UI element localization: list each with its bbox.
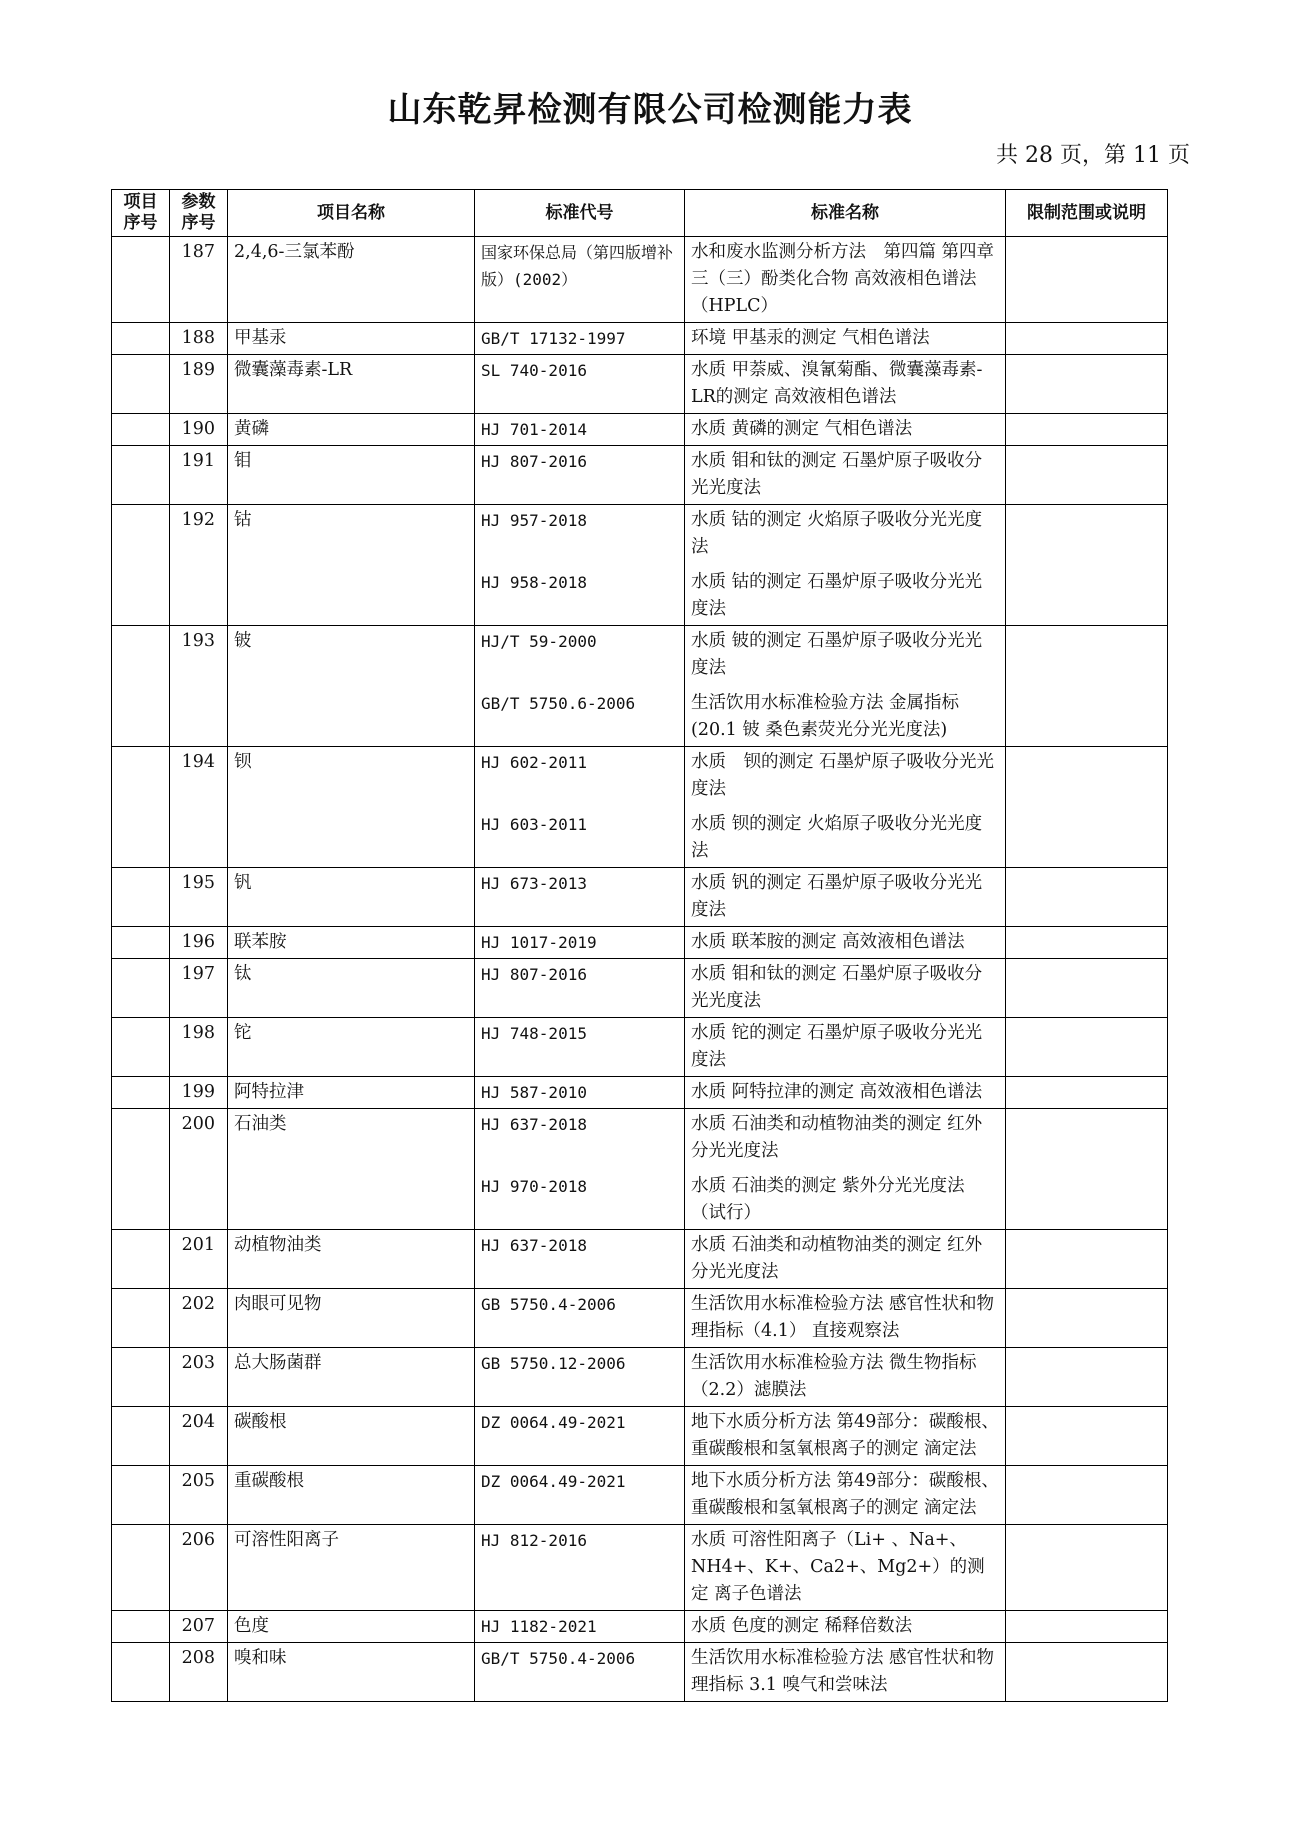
standard-name-text: 水质 铊的测定 石墨炉原子吸收分光光度法 [691,1023,983,1070]
standard-code-text: HJ 637-2018 [481,1115,587,1134]
item-name-cell: 铍 [228,626,475,747]
standard-name-cell [685,355,1006,414]
param-no-cell: 187 [170,237,228,323]
item-no-cell [112,1289,170,1348]
standard-name-text: 水质 黄磷的测定 气相色谱法 [691,419,913,439]
standard-name-text: 水和废水监测分析方法 第四篇 第四章 三（三）酚类化合物 高效液相色谱法（HPLC） [691,242,995,316]
standard-code-text: DZ 0064.49-2021 [481,1413,626,1432]
item-name-cell: 微囊藻毒素-LR [228,355,475,414]
param-no-cell: 198 [170,1018,228,1077]
limit-cell [1006,747,1168,868]
item-no-cell [112,1077,170,1109]
item-name-cell: 2,4,6-三氯苯酚 [228,237,475,323]
standard-name-text: 水质 钴的测定 石墨炉原子吸收分光光度法 [691,572,983,619]
table-row [112,1289,1168,1348]
param-no-cell: 201 [170,1230,228,1289]
standard-name-text: 水质 钡的测定 石墨炉原子吸收分光光度法 [691,752,995,799]
standard-code-cell [475,959,685,1018]
standard-code-text: GB 5750.4-2006 [481,1295,616,1314]
standard-code-text: GB/T 5750.4-2006 [481,1649,636,1668]
document-title: 山东乾昇检测有限公司检测能力表 [387,90,913,130]
table-row [112,1525,1168,1611]
item-name-cell: 联苯胺 [228,927,475,959]
param-no-cell: 199 [170,1077,228,1109]
standard-code-text: HJ 637-2018 [481,1236,587,1255]
table-row [112,959,1168,1018]
param-no-cell: 193 [170,626,228,747]
standard-name-cell [685,747,1006,868]
table-row [112,868,1168,927]
standard-name-text: 地下水质分析方法 第49部分：碳酸根、重碳酸根和氢氧根离子的测定 滴定法 [691,1412,999,1459]
param-no-cell: 196 [170,927,228,959]
standard-code-cell [475,1525,685,1611]
standard-name-cell [685,868,1006,927]
standard-code-cell [475,1077,685,1109]
item-name-cell: 钴 [228,505,475,626]
param-no-cell: 208 [170,1643,228,1702]
param-no-cell: 203 [170,1348,228,1407]
standard-code-cell [475,868,685,927]
item-name-cell: 铊 [228,1018,475,1077]
table-header-row [112,190,1168,237]
standard-code-text: HJ 957-2018 [481,511,587,530]
table-row [112,355,1168,414]
limit-cell [1006,927,1168,959]
limit-cell [1006,626,1168,747]
table-row [112,626,1168,747]
item-no-cell [112,747,170,868]
limit-cell [1006,959,1168,1018]
standard-name-cell [685,414,1006,446]
standard-name-text: 水质 可溶性阳离子（Li+ 、Na+、NH4+、K+、Ca2+、Mg2+）的测定 离子色谱法 [691,1530,985,1604]
standard-name-cell [685,237,1006,323]
standard-code-cell [475,927,685,959]
limit-cell [1006,1611,1168,1643]
limit-cell [1006,1407,1168,1466]
table-row [112,927,1168,959]
param-no-cell: 197 [170,959,228,1018]
item-no-cell [112,355,170,414]
param-no-cell: 192 [170,505,228,626]
standard-code-text: HJ 1017-2019 [481,933,597,952]
standard-name-cell [685,1525,1006,1611]
limit-cell [1006,1018,1168,1077]
item-no-cell [112,1407,170,1466]
item-name-cell: 重碳酸根 [228,1466,475,1525]
standard-name-cell [685,505,1006,626]
item-name-cell: 甲基汞 [228,323,475,355]
standard-name-text: 水质 石油类和动植物油类的测定 红外分光光度法 [691,1114,983,1161]
table-row [112,1077,1168,1109]
limit-cell [1006,237,1168,323]
limit-cell [1006,355,1168,414]
standard-code-text: GB 5750.12-2006 [481,1354,626,1373]
standard-code-cell [475,355,685,414]
header-limit: 限制范围或说明 [1006,190,1168,237]
standard-code-cell [475,323,685,355]
standard-name-cell [685,927,1006,959]
param-no-cell: 200 [170,1109,228,1230]
limit-cell [1006,1289,1168,1348]
limit-cell [1006,1348,1168,1407]
standard-code-cell [475,1466,685,1525]
table-row [112,1018,1168,1077]
item-no-cell [112,505,170,626]
standard-name-text: 环境 甲基汞的测定 气相色谱法 [691,328,930,348]
item-no-cell [112,959,170,1018]
param-no-cell: 191 [170,446,228,505]
standard-code-text: HJ/T 59-2000 [481,632,597,651]
standard-name-text: 地下水质分析方法 第49部分：碳酸根、重碳酸根和氢氧根离子的测定 滴定法 [691,1471,999,1518]
standard-code-text: HJ 748-2015 [481,1024,587,1043]
item-name-cell: 钛 [228,959,475,1018]
table-row [112,1643,1168,1702]
limit-cell [1006,1230,1168,1289]
item-name-cell: 可溶性阳离子 [228,1525,475,1611]
standard-name-text: 水质 石油类的测定 紫外分光光度法（试行） [691,1176,965,1223]
capability-table [111,189,1168,1702]
param-no-cell: 204 [170,1407,228,1466]
standard-code-cell [475,414,685,446]
standard-name-cell [685,1611,1006,1643]
item-name-cell: 钒 [228,868,475,927]
standard-code-cell [475,1109,685,1230]
standard-code-cell [475,1611,685,1643]
standard-name-text: 水质 钡的测定 火焰原子吸收分光光度法 [691,814,983,861]
param-no-cell: 195 [170,868,228,927]
standard-code-text: SL 740-2016 [481,361,587,380]
item-no-cell [112,868,170,927]
item-no-cell [112,626,170,747]
item-no-cell [112,1018,170,1077]
item-no-cell [112,1611,170,1643]
standard-name-text: 生活饮用水标准检验方法 感官性状和物理指标 3.1 嗅气和尝味法 [691,1648,995,1695]
item-name-cell: 嗅和味 [228,1643,475,1702]
item-name-cell: 碳酸根 [228,1407,475,1466]
item-name-cell: 钼 [228,446,475,505]
param-no-cell: 194 [170,747,228,868]
standard-name-cell [685,959,1006,1018]
item-no-cell [112,323,170,355]
param-no-cell: 188 [170,323,228,355]
header-standard-name: 标准名称 [685,190,1006,237]
param-no-cell: 205 [170,1466,228,1525]
standard-name-cell [685,1018,1006,1077]
standard-code-text: HJ 1182-2021 [481,1617,597,1636]
standard-code-cell [475,446,685,505]
item-name-cell: 阿特拉津 [228,1077,475,1109]
header-item-no: 项目 序号 [112,190,170,237]
item-name-cell: 总大肠菌群 [228,1348,475,1407]
standard-name-text: 水质 阿特拉津的测定 高效液相色谱法 [691,1082,983,1102]
limit-cell [1006,505,1168,626]
item-name-cell: 肉眼可见物 [228,1289,475,1348]
standard-code-cell [475,626,685,747]
limit-cell [1006,1643,1168,1702]
item-name-cell: 钡 [228,747,475,868]
table-row [112,1230,1168,1289]
table-row [112,1348,1168,1407]
item-no-cell [112,414,170,446]
item-no-cell [112,1348,170,1407]
standard-code-text: HJ 603-2011 [481,815,587,834]
item-name-cell: 石油类 [228,1109,475,1230]
standard-code-text: HJ 602-2011 [481,753,587,772]
page-indicator [996,138,1190,169]
limit-cell [1006,446,1168,505]
standard-name-text: 水质 石油类和动植物油类的测定 红外分光光度法 [691,1235,983,1282]
limit-cell [1006,1525,1168,1611]
standard-code-cell [475,747,685,868]
table-row [112,237,1168,323]
standard-name-text: 水质 钼和钛的测定 石墨炉原子吸收分光光度法 [691,451,983,498]
standard-name-cell [685,1289,1006,1348]
table-row [112,446,1168,505]
header-param-no: 参数 序号 [170,190,228,237]
standard-code-text: HJ 970-2018 [481,1177,587,1196]
standard-code-text: HJ 812-2016 [481,1531,587,1550]
param-no-cell: 190 [170,414,228,446]
standard-name-cell [685,1230,1006,1289]
page-info-text: 共 28 页，第 11 页 [996,143,1190,168]
table-row [112,1109,1168,1230]
header-standard-code: 标准代号 [475,190,685,237]
item-name-cell: 色度 [228,1611,475,1643]
standard-code-text: HJ 701-2014 [481,420,587,439]
standard-name-text: 生活饮用水标准检验方法 感官性状和物理指标（4.1） 直接观察法 [691,1294,995,1341]
standard-code-text: HJ 807-2016 [481,965,587,984]
table-row [112,747,1168,868]
item-no-cell [112,1109,170,1230]
item-name-cell: 黄磷 [228,414,475,446]
standard-code-cell [475,1289,685,1348]
standard-code-text: HJ 673-2013 [481,874,587,893]
item-no-cell [112,446,170,505]
standard-name-cell [685,323,1006,355]
limit-cell [1006,868,1168,927]
standard-name-text: 水质 甲萘威、溴氰菊酯、微囊藻毒素-LR的测定 高效液相色谱法 [691,360,983,407]
standard-name-cell [685,626,1006,747]
standard-name-text: 水质 色度的测定 稀释倍数法 [691,1616,913,1636]
item-no-cell [112,1230,170,1289]
item-no-cell [112,1525,170,1611]
table-row [112,1407,1168,1466]
standard-name-cell [685,1407,1006,1466]
standard-name-cell [685,446,1006,505]
standard-code-cell [475,1230,685,1289]
standard-name-text: 生活饮用水标准检验方法 微生物指标（2.2）滤膜法 [691,1353,977,1400]
standard-name-text: 水质 钴的测定 火焰原子吸收分光光度法 [691,510,983,557]
standard-name-text: 水质 铍的测定 石墨炉原子吸收分光光度法 [691,631,983,678]
standard-code-cell [475,1348,685,1407]
standard-code-cell [475,237,685,323]
standard-code-text: HJ 958-2018 [481,573,587,592]
table-row [112,1611,1168,1643]
limit-cell [1006,414,1168,446]
limit-cell [1006,1109,1168,1230]
item-no-cell [112,1643,170,1702]
standard-name-cell [685,1348,1006,1407]
table-row [112,414,1168,446]
limit-cell [1006,323,1168,355]
item-name-cell: 动植物油类 [228,1230,475,1289]
standard-name-cell [685,1643,1006,1702]
item-no-cell [112,237,170,323]
table-row [112,505,1168,626]
standard-name-cell [685,1109,1006,1230]
table-row [112,323,1168,355]
standard-name-text: 水质 联苯胺的测定 高效液相色谱法 [691,932,965,952]
standard-name-cell [685,1077,1006,1109]
limit-cell [1006,1466,1168,1525]
standard-code-text: 国家环保总局（第四版增补版）(2002） [481,243,674,289]
param-no-cell: 206 [170,1525,228,1611]
standard-code-text: HJ 587-2010 [481,1083,587,1102]
standard-code-cell [475,1643,685,1702]
limit-cell [1006,1077,1168,1109]
standard-name-cell [685,1466,1006,1525]
standard-name-text: 水质 钒的测定 石墨炉原子吸收分光光度法 [691,873,983,920]
header-item-name: 项目名称 [228,190,475,237]
standard-code-cell [475,1407,685,1466]
table-body [112,237,1168,1702]
table-row [112,1466,1168,1525]
standard-name-text: 生活饮用水标准检验方法 金属指标(20.1 铍 桑色素荧光分光光度法) [691,693,960,740]
standard-name-text: 水质 钼和钛的测定 石墨炉原子吸收分光光度法 [691,964,983,1011]
item-no-cell [112,927,170,959]
standard-code-text: DZ 0064.49-2021 [481,1472,626,1491]
param-no-cell: 189 [170,355,228,414]
item-no-cell [112,1466,170,1525]
standard-code-text: GB/T 5750.6-2006 [481,694,636,713]
standard-code-text: HJ 807-2016 [481,452,587,471]
standard-code-cell [475,1018,685,1077]
param-no-cell: 207 [170,1611,228,1643]
param-no-cell: 202 [170,1289,228,1348]
standard-code-cell [475,505,685,626]
standard-code-text: GB/T 17132-1997 [481,329,626,348]
